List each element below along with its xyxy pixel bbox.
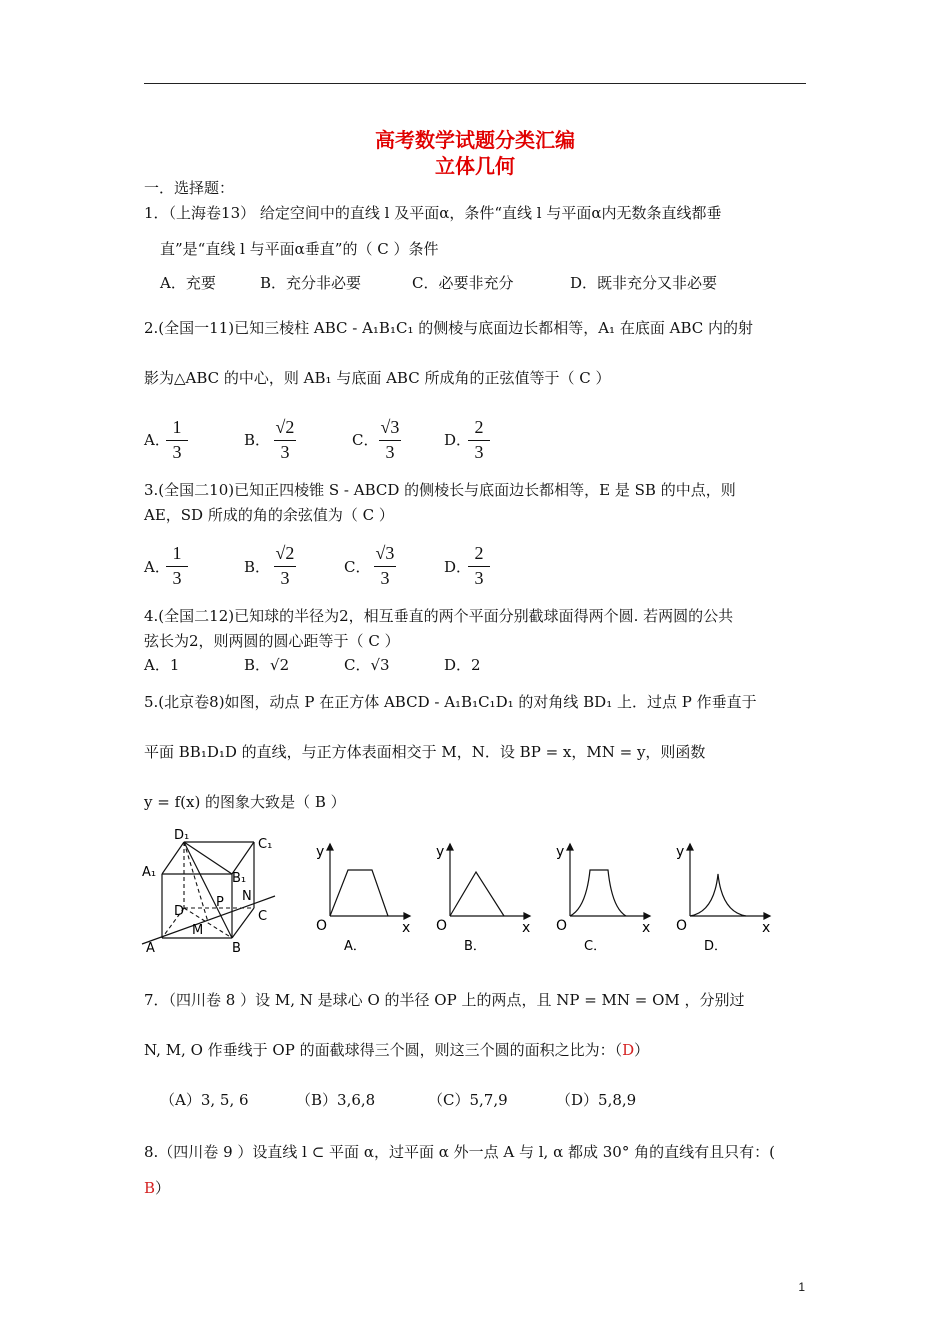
- svg-text:y: y: [436, 844, 445, 860]
- q3-frac-b: √2 3: [275, 543, 295, 588]
- svg-text:O: O: [316, 918, 328, 934]
- q5-line3: y = f(x) 的图象大致是（ B ）: [144, 793, 346, 811]
- q4-line1: 4.(全国二12)已知球的半径为2，相互垂直的两个平面分别截球面得两个圆. 若两圆的公共: [144, 607, 734, 625]
- q4-option-c: C．√3: [344, 656, 390, 674]
- q2-line1: 2.(全国一11)已知三棱柱 ABC - A₁B₁C₁ 的侧棱与底面边长都相等，A₁ 在底面 ABC 内的射: [144, 319, 753, 337]
- q5-line2: 平面 BB₁D₁D 的直线，与正方体表面相交于 M，N．设 BP = x，MN = y，则函数: [144, 743, 706, 761]
- svg-text:B．: B．: [464, 939, 486, 954]
- svg-text:y: y: [316, 844, 325, 860]
- q3-line2: AE，SD 所成的角的余弦值为（ C ）: [144, 506, 394, 524]
- q3-frac-c: √3 3: [375, 543, 395, 588]
- svg-text:y: y: [676, 844, 685, 860]
- q3-label-d: D．: [444, 558, 472, 576]
- q2-label-c: C．: [352, 431, 379, 449]
- q1-line2: 直”是“直线 l 与平面α垂直”的（ C ）条件: [160, 240, 439, 258]
- q2-label-d: D．: [444, 431, 472, 449]
- q5-answer: B: [314, 793, 326, 811]
- q7-option-b: （B）3,6,8: [296, 1091, 376, 1109]
- q3-label-b: B．: [244, 558, 271, 576]
- doc-title: 高考数学试题分类汇编: [375, 128, 575, 152]
- q8-answer: B: [144, 1179, 156, 1197]
- page-number: 1: [798, 1280, 805, 1294]
- doc-subtitle: 立体几何: [435, 154, 515, 178]
- q5-line1: 5.(北京卷8)如图，动点 P 在正方体 ABCD - A₁B₁C₁D₁ 的对角线 BD₁ 上．过点 P 作垂直于: [144, 693, 757, 711]
- graph-option-d: [670, 836, 780, 956]
- svg-text:O: O: [436, 918, 448, 934]
- section-heading: 一．选择题：: [144, 179, 235, 197]
- q4-answer: C: [368, 632, 380, 650]
- q3-label-c: C．: [344, 558, 371, 576]
- q2-frac-c: √3 3: [380, 417, 400, 462]
- q1-option-d: D．既非充分又非必要: [570, 274, 718, 292]
- q8-line1: 8.（四川卷 9 ）设直线 l ⊂ 平面 α，过平面 α 外一点 A 与 l, α 都成 30° 角的直线有且只有：(: [144, 1143, 775, 1161]
- cube-label-c: C: [258, 909, 268, 924]
- svg-text:x: x: [402, 920, 411, 936]
- q7-option-c: （C）5,7,9: [428, 1091, 508, 1109]
- graph-option-b: [430, 836, 540, 956]
- q2-line2: 影为△ABC 的中心，则 AB₁ 与底面 ABC 所成角的正弦值等于（ C ）: [144, 369, 611, 387]
- svg-text:A．: A．: [344, 939, 366, 954]
- svg-text:D．: D．: [704, 939, 728, 954]
- q2-frac-d: 2 3: [466, 417, 492, 464]
- q3-label-a: A．: [144, 558, 170, 576]
- q4-option-a: A．1: [144, 656, 180, 674]
- cube-label-d1: D₁: [174, 828, 190, 843]
- q3-line1: 3.(全国二10)已知正四棱锥 S - ABCD 的侧棱长与底面边长都相等，E 是 SB 的中点，则: [144, 481, 736, 499]
- q2-label-b: B．: [244, 431, 271, 449]
- svg-text:y: y: [556, 844, 565, 860]
- svg-text:O: O: [556, 918, 568, 934]
- q2-answer: C: [579, 369, 591, 387]
- q7-option-a: （A）3, 5, 6: [160, 1091, 249, 1109]
- q1-option-a: A．充要: [160, 274, 216, 292]
- q4-line2: 弦长为2，则两圆的圆心距等于（ C ）: [144, 632, 400, 650]
- cube-label-b1: B₁: [232, 871, 247, 886]
- q2-frac-a: 1 3: [164, 417, 190, 464]
- svg-text:C．: C．: [584, 939, 607, 954]
- q3-answer: C: [362, 506, 375, 524]
- cube-label-a: A: [146, 941, 155, 956]
- cube-label-b: B: [232, 941, 241, 956]
- q7-option-d: （D）5,8,9: [556, 1091, 637, 1109]
- graph-option-a: [310, 836, 420, 956]
- cube-label-n: N: [242, 889, 252, 904]
- q7-line1: 7．（四川卷 8 ）设 M, N 是球心 O 的半径 OP 上的两点，且 NP = MN = OM ，分别过: [144, 991, 745, 1009]
- q4-option-b: B．√2: [244, 656, 290, 674]
- graph-option-c: [550, 836, 660, 956]
- q4-option-d: D．2: [444, 656, 481, 674]
- q3-frac-d: 2 3: [466, 543, 492, 590]
- q1-option-c: C．必要非充分: [412, 274, 514, 292]
- q1-line1: 1．（上海卷13） 给定空间中的直线 l 及平面α，条件“直线 l 与平面α内无数条直线都垂: [144, 204, 722, 222]
- q2-frac-b: √2 3: [275, 417, 295, 462]
- q2-label-a: A．: [144, 431, 170, 449]
- q1-option-b: B．充分非必要: [260, 274, 362, 292]
- cube-figure: [140, 826, 285, 956]
- cube-label-c1: C₁: [258, 837, 273, 852]
- cube-label-p: P: [216, 895, 224, 910]
- cube-label-d: D: [174, 904, 185, 919]
- q7-answer: D: [622, 1041, 635, 1059]
- q8-line2: B）: [144, 1179, 171, 1197]
- q7-line2: N, M, O 作垂线于 OP 的面截球得三个圆，则这三个圆的面积之比为：（D）: [144, 1041, 650, 1059]
- svg-text:x: x: [642, 920, 651, 936]
- cube-label-m: M: [192, 923, 204, 938]
- svg-text:O: O: [676, 918, 688, 934]
- q3-frac-a: 1 3: [164, 543, 190, 590]
- cube-label-a1: A₁: [142, 865, 157, 880]
- header-rule: [144, 83, 806, 84]
- q1-answer: C: [377, 240, 389, 258]
- svg-text:x: x: [522, 920, 531, 936]
- svg-text:x: x: [762, 920, 771, 936]
